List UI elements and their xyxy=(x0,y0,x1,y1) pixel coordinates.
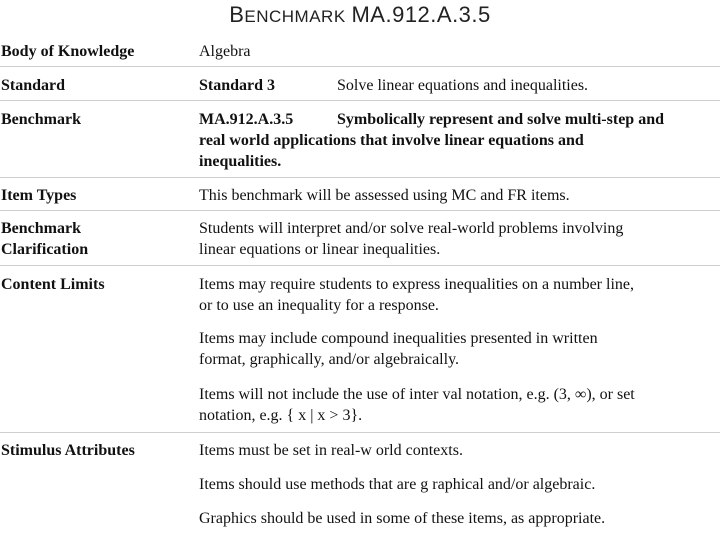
value-content-limits xyxy=(199,274,719,316)
label-benchmark-clarification xyxy=(1,218,191,260)
divider xyxy=(0,100,720,101)
value-benchmark xyxy=(199,109,720,172)
label-standard: Standard xyxy=(1,77,66,94)
benchmark-code: MA.912.A.3.5 xyxy=(199,111,294,128)
label-item-types: Item Types xyxy=(1,187,77,204)
value-stimulus-p3: Graphics should be used in some of these items, as appropriate. xyxy=(199,510,606,527)
value-body-of-knowledge: Algebra xyxy=(199,43,251,60)
label-line-2: Clarification xyxy=(1,241,89,258)
title-code: MA.912.A.3.5 xyxy=(351,2,491,27)
title-rest: ENCHMARK xyxy=(244,7,346,26)
standard-description: Solve linear equations and inequalities. xyxy=(337,77,589,94)
benchmark-line-1: Symbolically represent and solve multi-step and xyxy=(337,111,664,128)
label-content-limits: Content Limits xyxy=(1,276,105,293)
value-benchmark-clarification xyxy=(199,218,719,260)
label-line-1: Benchmark xyxy=(1,220,81,237)
divider xyxy=(0,210,720,211)
content-limits-p1-line-1: Items may require students to express inequalities on a number line, xyxy=(199,276,634,293)
value-content-limits-p3 xyxy=(199,384,719,426)
label-stimulus-attributes: Stimulus Attributes xyxy=(1,442,135,459)
value-standard xyxy=(199,75,719,96)
label-benchmark: Benchmark xyxy=(1,111,81,128)
divider xyxy=(0,66,720,67)
content-limits-p3-line-1: Items will not include the use of inter val notation, e.g. (3, ∞), or set xyxy=(199,386,635,403)
divider xyxy=(0,265,720,266)
content-limits-p3-line-2: notation, e.g. { x | x > 3}. xyxy=(199,407,363,424)
clarification-line-2: linear equations or linear inequalities. xyxy=(199,241,441,258)
clarification-line-1: Students will interpret and/or solve real-world problems involving xyxy=(199,220,624,237)
value-stimulus-p2: Items should use methods that are g raphical and/or algebraic. xyxy=(199,476,596,493)
value-stimulus-p1: Items must be set in real-w orld contexts. xyxy=(199,442,463,459)
divider xyxy=(0,432,720,433)
page-title xyxy=(0,2,720,28)
title-initial: B xyxy=(229,2,245,27)
divider xyxy=(0,177,720,178)
content-limits-p1-line-2: or to use an inequality for a response. xyxy=(199,297,439,314)
benchmark-line-3: inequalities. xyxy=(199,153,282,170)
content-limits-p2-line-1: Items may include compound inequalities presented in written xyxy=(199,330,598,347)
label-body-of-knowledge: Body of Knowledge xyxy=(1,43,135,60)
content-limits-p2-line-2: format, graphically, and/or algebraically. xyxy=(199,351,460,368)
benchmark-line-2: real world applications that involve linear equations and xyxy=(199,132,584,149)
value-content-limits-p2 xyxy=(199,328,719,370)
value-item-types: This benchmark will be assessed using MC and FR items. xyxy=(199,187,570,204)
standard-number: Standard 3 xyxy=(199,77,276,94)
